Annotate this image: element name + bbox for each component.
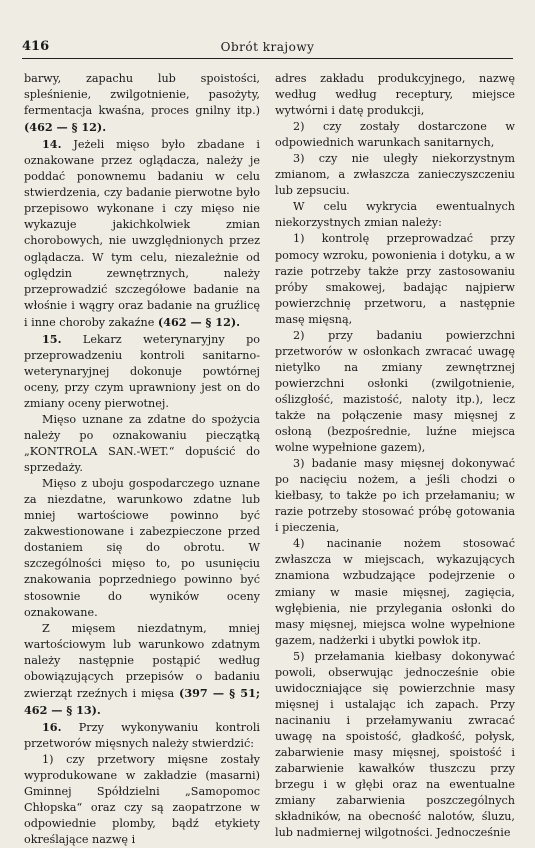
right-column [275, 71, 515, 841]
running-title: Obrót krajowy [220, 40, 315, 54]
section-number: 15. [42, 331, 62, 346]
paragraph: Mięso z uboju gospodarczego uznane za niezdatne, warunkowo zdatne lub mniej wartościowe powinno być zakwestionowane i zabezpieczone przed dostaniem się do obrotu. W szczególności mięso to, po usunięciu znakowania poprzedniego powinno być stosownie do wyników oceny oznakowane. [24, 477, 260, 619]
paragraph-text: barwy, zapachu lub spoistości, spleśnienie, zwilgotnienie, pasożyty, fermentacja kwaśna, proces gnilny itp.) [24, 72, 260, 118]
paragraph [24, 136, 260, 331]
paragraph [24, 719, 260, 752]
list-item: 2) czy zostały dostarczone w odpowiednich warunkach sanitarnych, [275, 120, 515, 150]
paragraph [24, 71, 260, 136]
list-item: 3) czy nie uległy niekorzystnym zmianom, a zwłaszcza zanieczyszczeniu lub zepsuciu. [275, 152, 515, 198]
paragraph: adres zakładu produkcyjnego, nazwę według według receptury, miejsce wytwórni i datę produkcji, [275, 72, 515, 118]
page-number: 416 [22, 39, 50, 54]
legal-reference: (462 — § 12). [157, 314, 241, 329]
list-item: 1) kontrolę przeprowadzać przy pomocy wzroku, powonienia i dotyku, a w razie potrzeby także przy zastosowaniu próby smakowej, badając najpierw powierzchnię przetworu, a następnie masę mięsną, [275, 232, 515, 326]
paragraph-text: Lekarz weterynaryjny po przeprowadzeniu kontroli sanitarno-weterynaryjnej dokonuje powtórnej oceny, przy czym uprawniony jest on do zmiany oceny pierwotnej. [24, 332, 260, 410]
paragraph-text: Przy wykonywaniu kontroli przetworów mięsnych należy stwierdzić: [24, 720, 260, 750]
list-item: 3) badanie masy mięsnej dokonywać po nacięciu nożem, a jeśli chodzi o kiełbasy, to także po ich przełamaniu; w razie potrzeby stosować próbę gotowania i pieczenia, [275, 457, 515, 535]
section-number: 16. [42, 719, 62, 734]
paragraph-text: Z mięsem niezdatnym, mniej wartościowym lub warunkowo zdatnym należy następnie postąpić według obowiązujących przepisów o badaniu zwierząt rzeźnych i mięsa [24, 621, 260, 700]
list-item: 1) czy przetwory mięsne zostały wyprodukowane w zakładzie (masarni) Gminnej Spółdzielni „Samopomoc Chłopska“ oraz czy są zaopatrzone w odpowiednie plomby, bądź etykiety określające nazwę i [24, 752, 260, 847]
left-column [24, 71, 260, 848]
paragraph: W celu wykrycia ewentualnych niekorzystnych zmian należy: [275, 200, 515, 230]
paragraph [24, 331, 260, 412]
legal-reference: (397 — § 51; 462 — § 13). [24, 685, 260, 717]
list-item: 5) przełamania kiełbasy dokonywać powoli, obserwując jednocześnie obie uwidoczniające się powierzchnie masy mięsnej i ustalając ich zapach. Przy nacinaniu i przełamywaniu zwracać uwagę na spoistość, gładkość, połysk, zabarwienie masy mięsnej, spoistość i zabarwienie kawałków tłuszczu przy brzegu i w głębi oraz na ewentualne zmiany zabarwienia poszczególnych składników, na obecność nalotów, śluzu, lub nadmiernej wilgotności. Jednocześnie [275, 649, 515, 840]
page-header [22, 38, 513, 59]
paragraph-text: Jeżeli mięso było zbadane i oznakowane przez oglądacza, należy je poddać ponownemu badaniu w celu stwierdzenia, czy badanie pierwotne było przepisowo wykonane i czy mięso nie wykazuje jakichkolwiek zmian chorobowych, nie uwzględnionych przez oglądacza. W tym celu, niezależnie od oględzin zewnętrznych, należy przeprowadzić szczegółowe badanie na włośnie i wągry oraz badanie na gruźlicę i inne choroby zakaźne [24, 138, 260, 329]
list-item: 2) przy badaniu powierzchni przetworów w osłonkach zwracać uwagę nietylko na zmiany zewnętrznej powierzchni osłonki (zwilgotnienie, oślizgłość, mazistość, naloty itp.), lecz także na połączenie masy mięsnej z osłoną (bezpośrednie, luźne miejsca wolne wypełnione gazem), [275, 328, 515, 455]
paragraph: Mięso uznane za zdatne do spożycia należy po oznakowaniu pieczątką „KONTROLA SAN.-WET.“ dopuścić do sprzedaży. [24, 412, 260, 475]
list-item: 4) nacinanie nożem stosować zwłaszcza w miejscach, wykazujących znamiona wzbudzające podejrzenie o zmiany w masie mięsnej, zagięcia, wgłębienia, nie przylegania osłonki do masy mięsnej, miejsca wolne wypełnione gazem, nadżerki i ubytki powłok itp. [275, 537, 515, 647]
paragraph [24, 621, 260, 719]
section-number: 14. [42, 137, 62, 152]
legal-reference: (462 — § 12). [24, 120, 107, 135]
